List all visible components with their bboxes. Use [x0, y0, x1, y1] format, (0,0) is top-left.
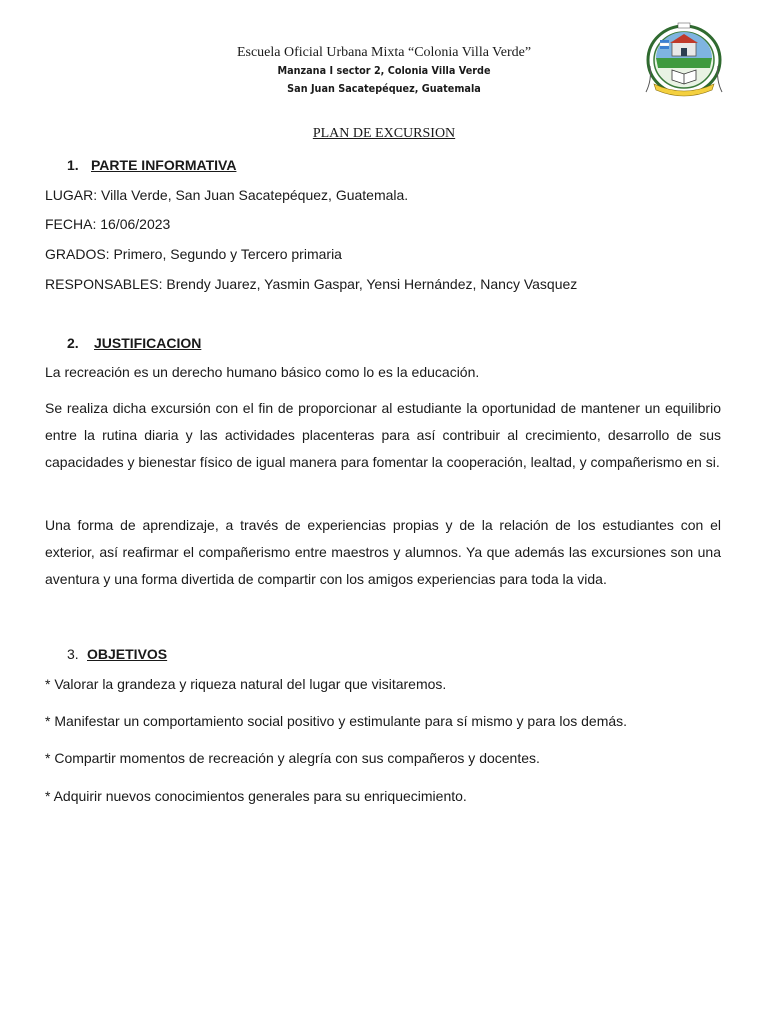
objective-item: * Adquirir nuevos conocimientos generales para su enriquecimiento. — [45, 788, 467, 804]
document-title: PLAN DE EXCURSION — [312, 126, 456, 141]
justification-paragraph-3: Una forma de aprendizaje, a través de experiencias propias y de la relación de los estudiantes con el exterior, así reafirmar el compañerismo entre maestros y alumnos. Ya que además las excursiones son una aventura y una forma divertida de compartir con los amigos experiencias para toda la vida. — [45, 517, 721, 587]
info-fecha: FECHA: 16/06/2023 — [45, 216, 171, 232]
objective-item: * Compartir momentos de recreación y alegría con sus compañeros y docentes. — [45, 750, 540, 766]
section-1-number: 1. — [67, 157, 79, 173]
info-lugar: LUGAR: Villa Verde, San Juan Sacatepéquez, Guatemala. — [45, 187, 409, 203]
section-1-title: PARTE INFORMATIVA — [91, 157, 237, 173]
school-name: Escuela Oficial Urbana Mixta “Colonia Villa Verde” — [236, 45, 532, 60]
objective-item: * Valorar la grandeza y riqueza natural del lugar que visitaremos. — [45, 676, 447, 692]
section-2-heading — [67, 334, 201, 352]
section-1-heading — [67, 156, 236, 174]
section-3-heading — [67, 645, 167, 663]
address-line-2: San Juan Sacatepéquez, Guatemala — [287, 82, 481, 95]
school-logo — [638, 20, 730, 100]
address-line-1: Manzana I sector 2, Colonia Villa Verde — [277, 64, 491, 77]
objective-item: * Manifestar un comportamiento social positivo y estimulante para sí mismo y para los demás. — [45, 713, 628, 729]
info-grados: GRADOS: Primero, Segundo y Tercero primaria — [45, 246, 342, 262]
document-header — [0, 0, 768, 110]
justification-paragraph-2: Se realiza dicha excursión con el fin de proporcionar al estudiante la oportunidad de mantener un equilibrio entre la rutina diaria y las actividades placenteras para así contribuir al crecimiento, desarrollo de sus capacidades y bienestar físico de igual manera para fomentar la cooperación, lealtad, y compañerismo en si. — [45, 400, 721, 470]
info-responsables: RESPONSABLES: Brendy Juarez, Yasmin Gaspar, Yensi Hernández, Nancy Vasquez — [45, 276, 578, 292]
justification-paragraph-1: La recreación es un derecho humano básico como lo es la educación. — [45, 364, 480, 380]
section-3-number: 3. — [67, 646, 79, 662]
section-3-title: OBJETIVOS — [87, 646, 168, 662]
section-2-number: 2. — [67, 335, 79, 351]
section-2-title: JUSTIFICACION — [94, 335, 202, 351]
